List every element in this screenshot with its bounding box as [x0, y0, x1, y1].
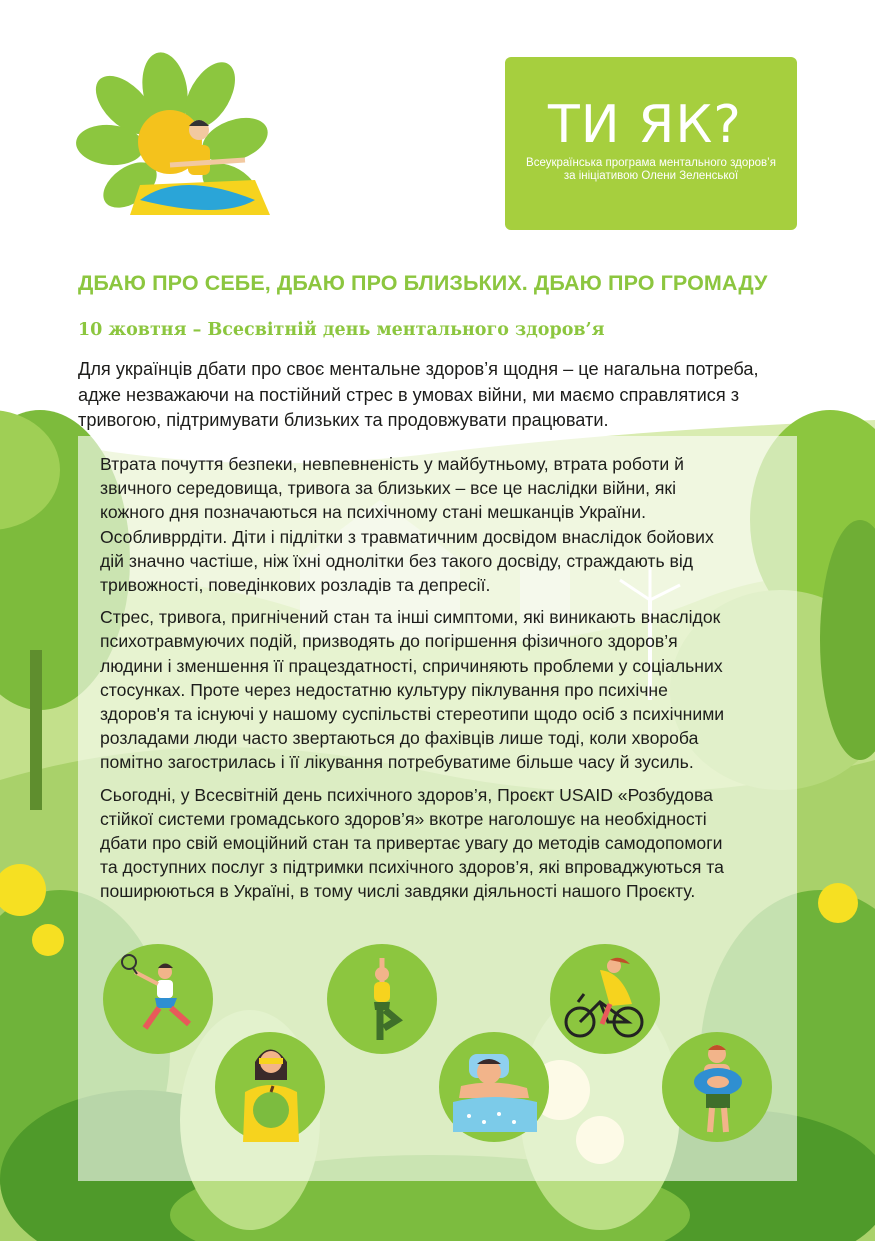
page-subheadline: 10 жовтня – Всесвітній день ментального здоров’я [78, 320, 605, 340]
man-sleeping-icon [439, 1032, 549, 1142]
text-line: психотравмуючих подій, призводять до погіршення фізичного здоров’я [100, 631, 678, 652]
text-line: тривогою, підтримувати близьких та продовжувати працювати. [78, 410, 609, 430]
panel-text [100, 452, 780, 912]
brand-title: ТИ ЯК? [548, 95, 742, 155]
text-line: Для українців дбати про своє ментальне здоров’я щодня – це нагальна потреба, [78, 359, 759, 379]
text-line: дій значно частіше, ніж їхні однолітки без такого досвіду, страждають від [100, 550, 694, 571]
text-line: адже незважаючи на постійний стрес в умовах війни, ми маємо справлятися з [78, 384, 740, 405]
text-line: дбати про свій емоційний стан та привертає увагу до методів самодопомоги [100, 833, 723, 854]
intro-paragraph [78, 357, 798, 434]
text-line: Особливррдіти. Діти і підлітки з травматичним досвідом внаслідок бойових [100, 526, 714, 547]
cyclist-icon [550, 944, 660, 1054]
text-line: поширюються в Україні, в тому числі завдяки діяльності нашого Проєкту. [100, 881, 696, 902]
text-line: та доступних послуг з підтримки психічного здоров’я, які впроваджуються та [100, 857, 724, 878]
paragraph [100, 605, 780, 774]
text-line: людини і зменшення її працездатності, спричиняють проблеми у соціальних [100, 655, 723, 676]
brand-subtitle [505, 157, 797, 183]
yoga-tree-pose-icon [327, 944, 437, 1054]
page-headline: ДБАЮ ПРО СЕБЕ, ДБАЮ ПРО БЛИЗЬКИХ. ДБАЮ ПРО ГРОМАДУ [78, 271, 768, 295]
tennis-player-icon [103, 944, 213, 1054]
text-line: Стрес, тривога, пригнічений стан та інші симптоми, які виникають внаслідок [100, 607, 721, 628]
woman-with-apple-icon [215, 1032, 325, 1142]
brand-box [505, 57, 797, 230]
text-line: стосунках. Проте через недостатню культуру піклування про психічне [100, 679, 668, 700]
text-line: Втрата почуття безпеки, невпевненість у майбутньому, втрата роботи й [100, 454, 684, 474]
text-line: помітно загострилась і її лікування потребуватиме більше часу й зусиль. [100, 752, 694, 773]
paragraph [100, 783, 780, 904]
text-line: звичного середовища, тривога за близьких – все це наслідки війни, які [100, 478, 677, 499]
paragraph [100, 452, 780, 597]
man-with-swim-ring-icon [662, 1032, 772, 1142]
text-line: стійкої системи громадського здоров’я» вкотре наголошує на необхідності [100, 808, 707, 829]
text-line: розладами люди часто звертаються до фахівців лише тоді, коли хвороба [100, 728, 699, 749]
text-line: Сьогодні, у Всесвітній день психічного здоров’я, Проєкт USAID «Розбудова [100, 784, 713, 805]
brand-subtitle-line: Всеукраїнська програма ментального здоров’я [526, 157, 776, 169]
text-line: тривожності, поведінкових розладів та депресії. [100, 575, 491, 596]
brand-subtitle-line: за ініціативою Олени Зеленської [563, 170, 739, 182]
meditation-logo-icon [70, 50, 280, 230]
text-line: здоров'я та існуючі у нашому суспільстві стереотипи щодо осіб з психічними [100, 704, 725, 725]
text-line: кожного дня позначаються на психічному стані мешканців України. [100, 502, 646, 523]
